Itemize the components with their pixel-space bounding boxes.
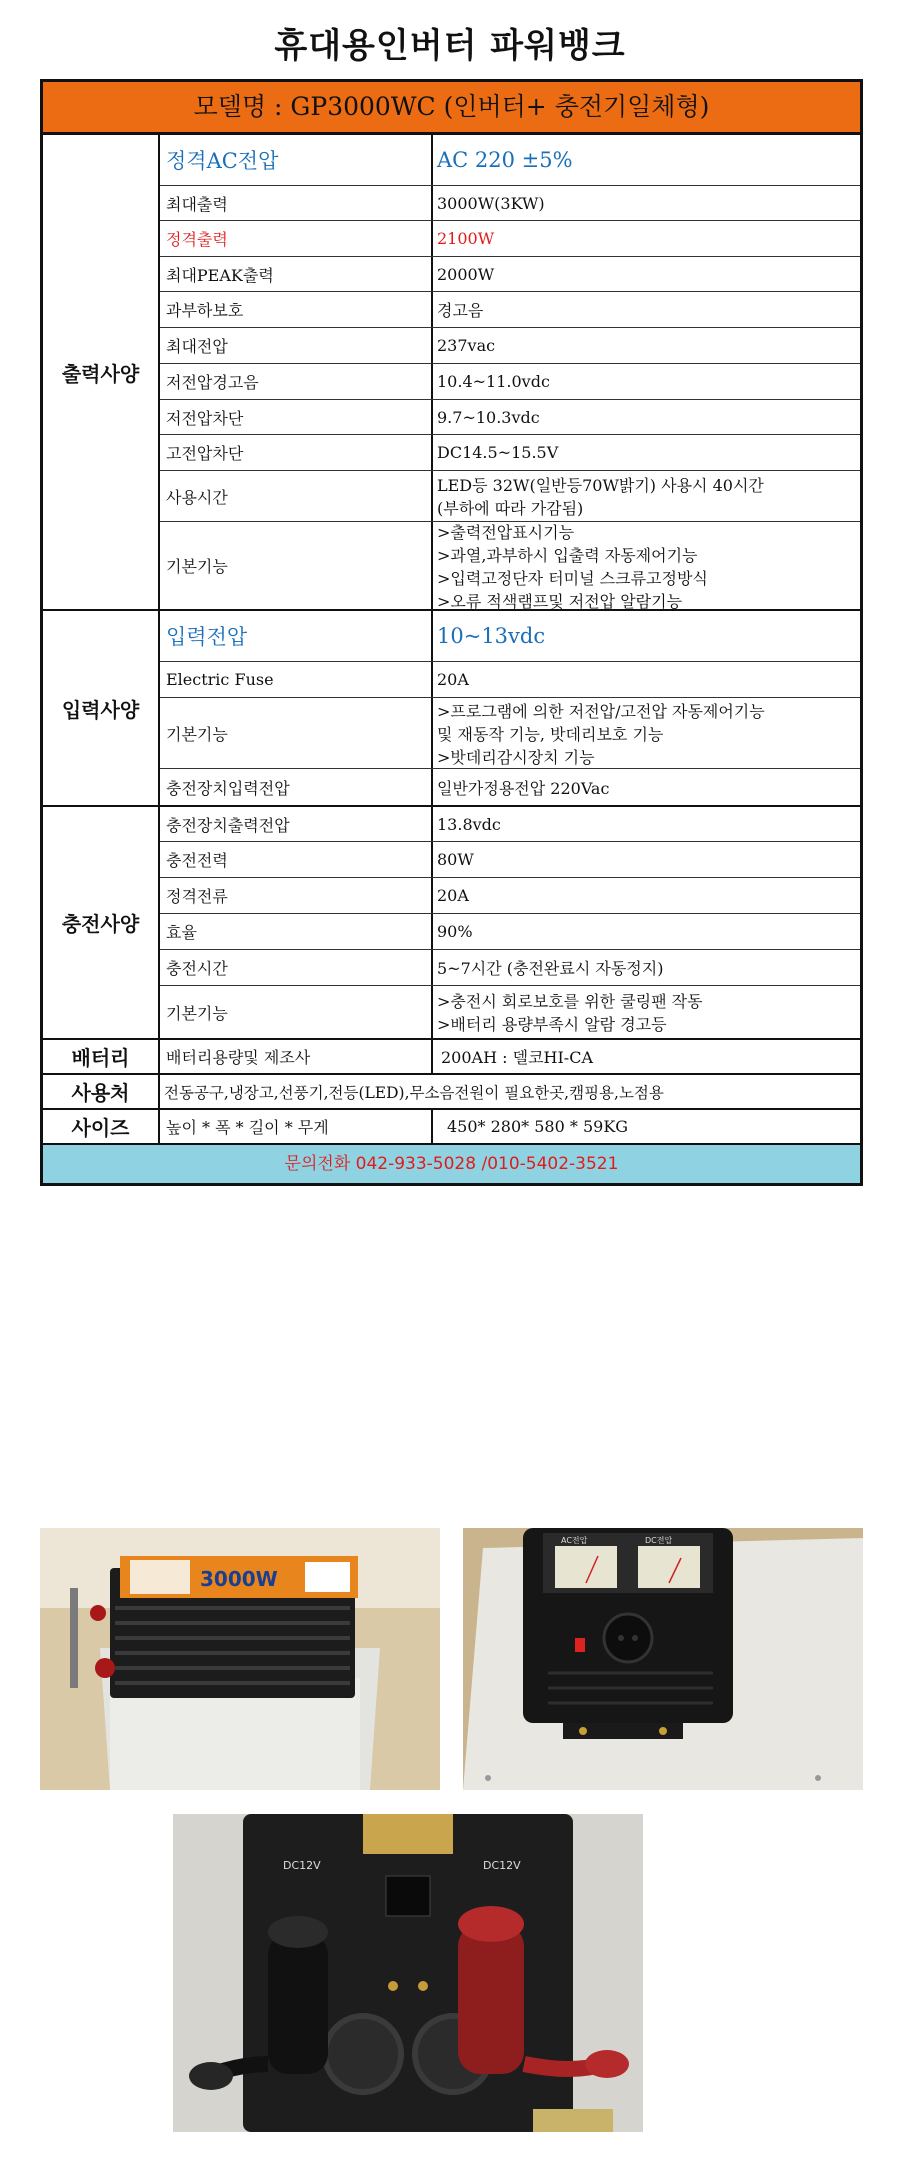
spec-key: 과부하보호 xyxy=(160,292,433,327)
section-title: 충전사양 xyxy=(43,807,160,1038)
spec-key: 사용시간 xyxy=(160,471,433,521)
spec-value: 일반가정용전압 220Vac xyxy=(437,778,610,798)
spec-value: 2000W xyxy=(437,264,495,284)
spec-key: 충전시간 xyxy=(160,950,433,985)
spec-row xyxy=(160,842,860,878)
photo-term-left: DC12V xyxy=(283,1859,321,1872)
spec-value: 20A xyxy=(437,670,469,689)
section-battery xyxy=(43,1040,860,1075)
spec-row xyxy=(160,698,860,769)
spec-key: 높이 * 폭 * 길이 * 무게 xyxy=(160,1110,433,1143)
spec-value: 13.8vdc xyxy=(437,814,501,834)
spec-key: Electric Fuse xyxy=(160,662,433,697)
spec-key: 기본기능 xyxy=(160,986,433,1038)
spec-row xyxy=(160,1075,860,1108)
spec-key: 충전장치출력전압 xyxy=(160,807,433,841)
spec-row xyxy=(160,807,860,842)
photo-meter-dc: DC전압 xyxy=(645,1536,673,1545)
spec-value: 237vac xyxy=(437,336,496,355)
spec-value: 80W xyxy=(437,850,474,869)
section-size xyxy=(43,1110,860,1145)
spec-row xyxy=(160,1040,860,1073)
spec-value: 10.4~11.0vdc xyxy=(437,372,550,391)
page-title: 휴대용인버터 파워뱅크 xyxy=(274,26,626,66)
spec-key: 정격출력 xyxy=(160,221,433,256)
spec-value: 9.7~10.3vdc xyxy=(437,407,540,427)
spec-key: 저전압경고음 xyxy=(160,364,433,399)
spec-row xyxy=(160,986,860,1038)
spec-row xyxy=(160,611,860,662)
photo-meter-ac: AC전압 xyxy=(561,1536,588,1545)
spec-value: 200AH : 델코HI-CA xyxy=(441,1048,593,1067)
spec-value: >프로그램에 의한 저전압/고전압 자동제어기능 및 재동작 기능, 밧데리보호 기능 >밧데리감시장치 기능 xyxy=(437,701,765,767)
spec-key: 충전전력 xyxy=(160,842,433,877)
spec-value: 90% xyxy=(437,922,473,941)
section-title: 배터리 xyxy=(43,1040,160,1073)
spec-key: 최대전압 xyxy=(160,328,433,363)
product-photo-terminals xyxy=(173,1814,643,2132)
spec-row xyxy=(160,292,860,328)
spec-value: LED등 32W(일반등70W밝기) 사용시 40시간 (부하에 따라 가감됨) xyxy=(437,476,764,518)
model-header: 모델명 : GP3000WC (인버터+ 충전기일체형) xyxy=(43,82,860,135)
spec-row xyxy=(160,400,860,435)
spec-row xyxy=(160,1110,860,1143)
spec-row xyxy=(160,878,860,914)
spec-row xyxy=(160,914,860,950)
spec-row xyxy=(160,186,860,221)
spec-table xyxy=(40,79,863,1186)
spec-value: 2100W xyxy=(437,229,495,248)
section-output xyxy=(43,135,860,611)
spec-row xyxy=(160,522,860,609)
spec-row xyxy=(160,135,860,186)
contact-phone: 문의전화 042-933-5028 /010-5402-3521 xyxy=(43,1145,860,1183)
spec-value: 5~7시간 (충전완료시 자동정지) xyxy=(437,959,664,978)
spec-key: 최대출력 xyxy=(160,186,433,220)
spec-key: 기본기능 xyxy=(160,698,433,768)
spec-key: 최대PEAK출력 xyxy=(160,257,433,291)
section-title: 사용처 xyxy=(43,1075,160,1108)
spec-key: 충전장치입력전압 xyxy=(160,769,433,805)
photo-term-right: DC12V xyxy=(483,1859,521,1872)
section-title: 입력사양 xyxy=(43,611,160,805)
spec-row xyxy=(160,471,860,522)
spec-key: 고전압차단 xyxy=(160,435,433,470)
spec-row xyxy=(160,662,860,698)
spec-value: 전동공구,냉장고,선풍기,전등(LED),무소음전원이 필요한곳,캠핑용,노점용 xyxy=(164,1083,664,1102)
spec-row xyxy=(160,221,860,257)
product-photo-front xyxy=(463,1528,863,1790)
spec-key: 효율 xyxy=(160,914,433,949)
spec-value: 3000W(3KW) xyxy=(437,193,545,213)
spec-key: 배터리용량및 제조사 xyxy=(160,1040,433,1073)
section-title: 출력사양 xyxy=(43,135,160,609)
product-photo-top xyxy=(40,1528,440,1790)
section-charge xyxy=(43,807,860,1040)
spec-key: 입력전압 xyxy=(160,611,433,661)
spec-key: 정격AC전압 xyxy=(160,135,433,185)
spec-value: >출력전압표시기능 >과열,과부하시 입출력 자동제어기능 >입력고정단자 터미널 스크류고정방식 >오류 적색램프및 저전압 알람기능 xyxy=(437,522,708,611)
spec-row xyxy=(160,435,860,471)
spec-value: AC 220 ±5% xyxy=(437,148,573,172)
spec-value: DC14.5~15.5V xyxy=(437,443,559,462)
photo-label-3000w: 3000W xyxy=(200,1567,278,1591)
spec-row xyxy=(160,328,860,364)
spec-row xyxy=(160,769,860,805)
spec-value: 10~13vdc xyxy=(437,624,546,648)
spec-row xyxy=(160,364,860,400)
section-usage xyxy=(43,1075,860,1110)
spec-row xyxy=(160,950,860,986)
spec-key: 저전압차단 xyxy=(160,400,433,434)
spec-value: 20A xyxy=(437,886,469,905)
section-input xyxy=(43,611,860,807)
spec-value: 경고음 xyxy=(437,301,484,320)
spec-value: 450* 280* 580 * 59KG xyxy=(447,1117,629,1136)
spec-key: 기본기능 xyxy=(160,522,433,609)
spec-value: >충전시 회로보호를 위한 쿨링팬 작동 >배터리 용량부족시 알람 경고등 xyxy=(437,992,703,1034)
section-title: 사이즈 xyxy=(43,1110,160,1143)
spec-row xyxy=(160,257,860,292)
spec-key: 정격전류 xyxy=(160,878,433,913)
